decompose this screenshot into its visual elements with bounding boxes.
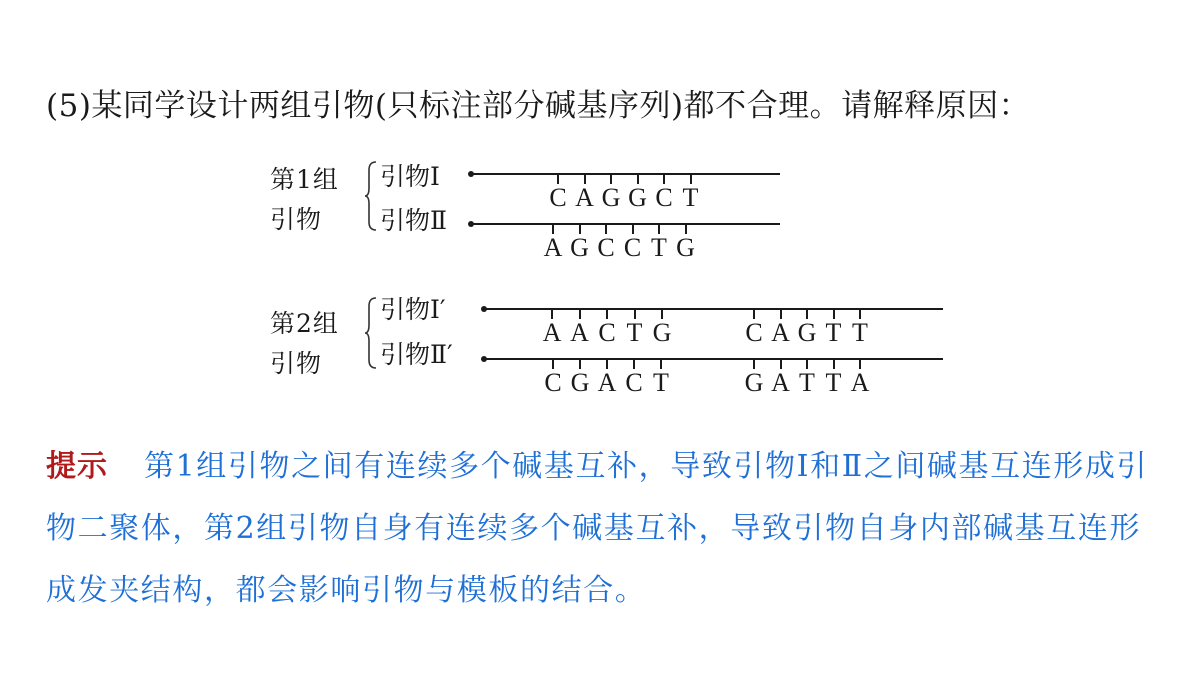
group2-primer2-left-base: A <box>597 368 617 397</box>
group1-primer1-strand <box>472 173 780 175</box>
group1-primer1-base: G <box>601 183 621 212</box>
question-text: (5)某同学设计两组引物(只标注部分碱基序列)都不合理。请解释原因： <box>46 88 1031 124</box>
group1-label-line1: 第1组 <box>270 165 339 194</box>
group1-primer2-base: G <box>676 233 695 262</box>
group2-primer2-right-base: T <box>799 368 815 397</box>
group2-primer1-left-base: G <box>652 318 672 347</box>
group1-primer2-base: G <box>570 233 589 262</box>
group2-primer1-left-base: A <box>542 318 562 347</box>
hint-paragraph <box>46 436 1156 622</box>
group2-primer1-left-base: C <box>598 318 616 347</box>
group2-primer1-right-base: A <box>771 318 790 347</box>
hint-text: 第1组引物之间有连续多个碱基互补，导致引物Ⅰ和Ⅱ之间碱基互连形成引物二聚体，第2组引物自身有连续多个碱基互补，导致引物自身内部碱基互连形成发夹结构，都会影响引物与模板的结合。 <box>46 449 1149 608</box>
group2-primer2-left-base: C <box>625 368 643 397</box>
group2-primer2-left-base: G <box>570 368 590 397</box>
group1-label-line2: 引物 <box>270 205 323 234</box>
group2-primer1-left-base: A <box>570 318 589 347</box>
group2-primer2-right-base: T <box>825 368 842 397</box>
group1-primer2-base: C <box>623 233 642 262</box>
group1-primer2-base: C <box>597 233 615 262</box>
group1-primer1-label: 引物Ⅰ <box>380 162 440 191</box>
group2-primer1-right-base: C <box>745 318 763 347</box>
group2-primer1-strand <box>485 308 943 310</box>
group2-primer2-left-base: T <box>653 368 669 397</box>
hint-title: 提示 <box>46 449 108 484</box>
group2-primer1-left-base: T <box>626 318 643 347</box>
group2-primer1-right-base: G <box>797 318 817 347</box>
group1-primer1-base: G <box>628 183 647 212</box>
group2-primer2-left-base: C <box>544 368 562 397</box>
group2-primer1-label: 引物Ⅰ′ <box>380 295 446 324</box>
group1-primer2-label: 引物Ⅱ <box>380 206 447 235</box>
group1-primer2-base: A <box>543 233 563 262</box>
group1-primer1-base: C <box>549 183 567 212</box>
group1-primer2-base: T <box>651 233 667 262</box>
group1-primer2-strand <box>472 223 780 225</box>
group1-primer1-base: A <box>575 183 594 212</box>
group1-brace <box>364 160 378 232</box>
group2-primer2-right-base: A <box>771 368 790 397</box>
group1-primer1-base: T <box>682 183 699 212</box>
group2-label-line2: 引物 <box>270 349 323 378</box>
group2-brace <box>364 296 378 370</box>
group2-primer1-right-base: T <box>825 318 842 347</box>
group2-primer1-right-base: T <box>852 318 868 347</box>
group2-label-line1: 第2组 <box>270 309 339 338</box>
group2-primer2-right-base: G <box>744 368 764 397</box>
group2-primer2-label: 引物Ⅱ′ <box>380 340 453 369</box>
group2-primer2-right-base: A <box>850 368 870 397</box>
group1-primer1-base: C <box>655 183 673 212</box>
